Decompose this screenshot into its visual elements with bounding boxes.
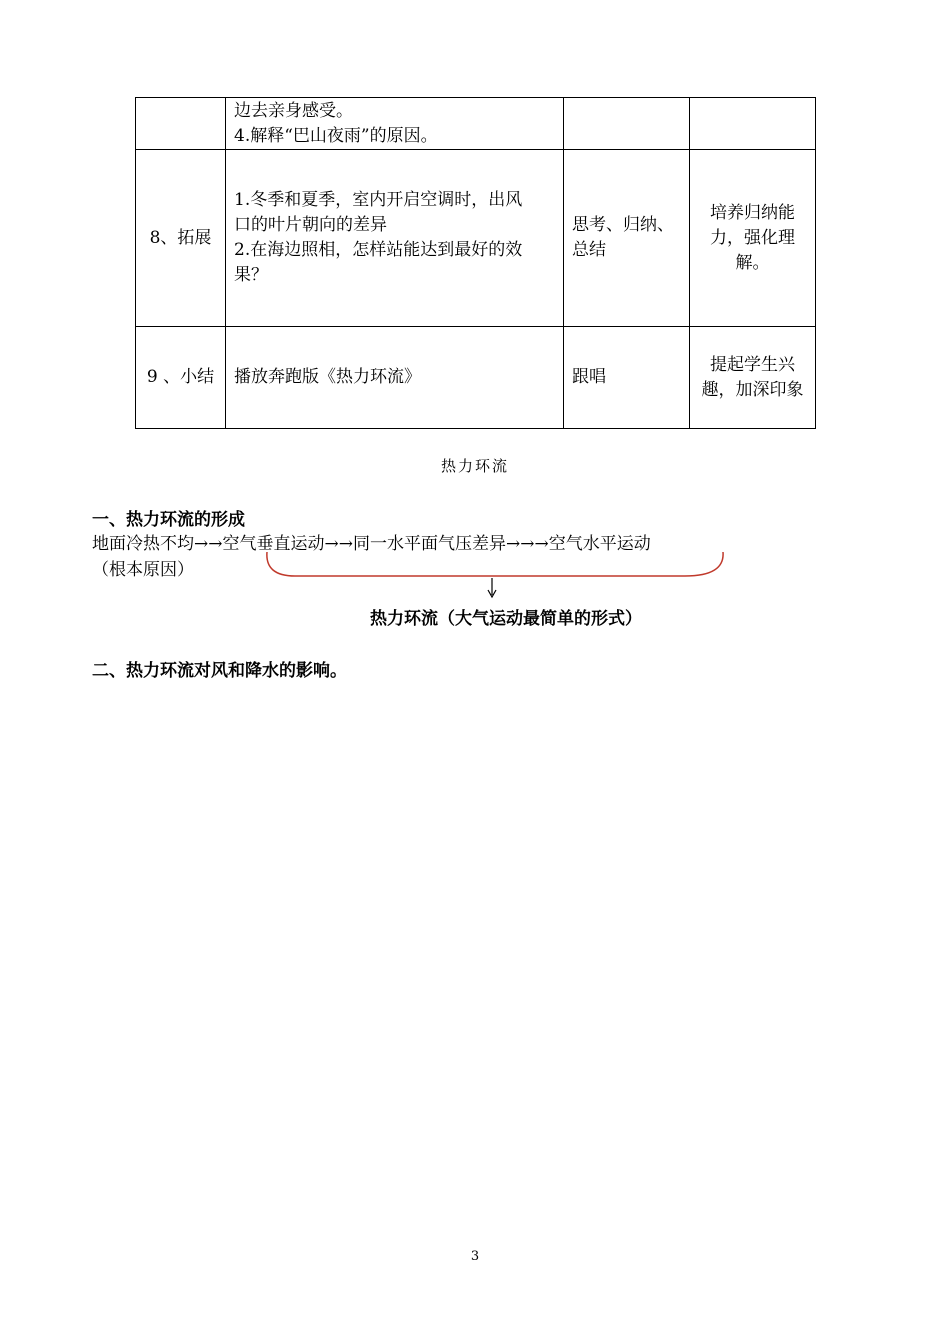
purpose-line: 趣，加深印象	[701, 379, 804, 400]
content-line: 2.在海边照相，怎样站能达到最好的效	[234, 240, 523, 260]
heading-formation: 一、热力环流的形成	[92, 510, 245, 530]
step-cell: 9 、小结	[136, 327, 226, 429]
table-row	[136, 327, 816, 429]
content-cell	[226, 98, 564, 150]
table-row	[136, 150, 816, 327]
table-row	[136, 98, 816, 150]
purpose-line: 培养归纳能	[710, 202, 795, 223]
content-line: 1.冬季和夏季，室内开启空调时，出风	[234, 190, 523, 210]
content-line: 播放奔跑版《热力环流》	[234, 367, 421, 387]
purpose-cell	[690, 98, 816, 150]
student-line: 跟唱	[572, 367, 606, 387]
root-cause-note: （根本原因）	[92, 560, 194, 580]
brace-diagram	[255, 550, 735, 600]
student-cell	[564, 150, 690, 327]
student-line: 总结	[572, 240, 606, 260]
page-number: 3	[470, 1249, 480, 1264]
purpose-cell	[690, 150, 816, 327]
section-title: 热力环流	[440, 457, 509, 475]
content-line: 果？	[234, 265, 268, 285]
purpose-line: 提起学生兴	[710, 354, 795, 375]
lesson-table	[135, 97, 816, 429]
formation-flow: 地面冷热不均→→空气垂直运动→→同一水平面气压差异→→→空气水平运动	[92, 534, 651, 554]
student-cell	[564, 327, 690, 429]
student-cell	[564, 98, 690, 150]
content-cell	[226, 327, 564, 429]
purpose-line: 力，强化理	[710, 227, 795, 248]
content-line: 口的叶片朝向的差异	[234, 215, 387, 235]
purpose-cell	[690, 327, 816, 429]
content-cell	[226, 150, 564, 327]
student-line: 思考、归纳、	[572, 215, 674, 235]
step-cell	[136, 98, 226, 150]
step-cell: 8、拓展	[136, 150, 226, 327]
result-label: 热力环流（大气运动最简单的形式）	[370, 609, 642, 629]
content-line: 边去亲身感受。	[234, 100, 353, 121]
brace-curve	[267, 552, 723, 576]
content-line: 4.解释“巴山夜雨”的原因。	[234, 125, 438, 146]
purpose-line: 解。	[735, 252, 770, 273]
heading-influence: 二、热力环流对风和降水的影响。	[92, 661, 347, 681]
